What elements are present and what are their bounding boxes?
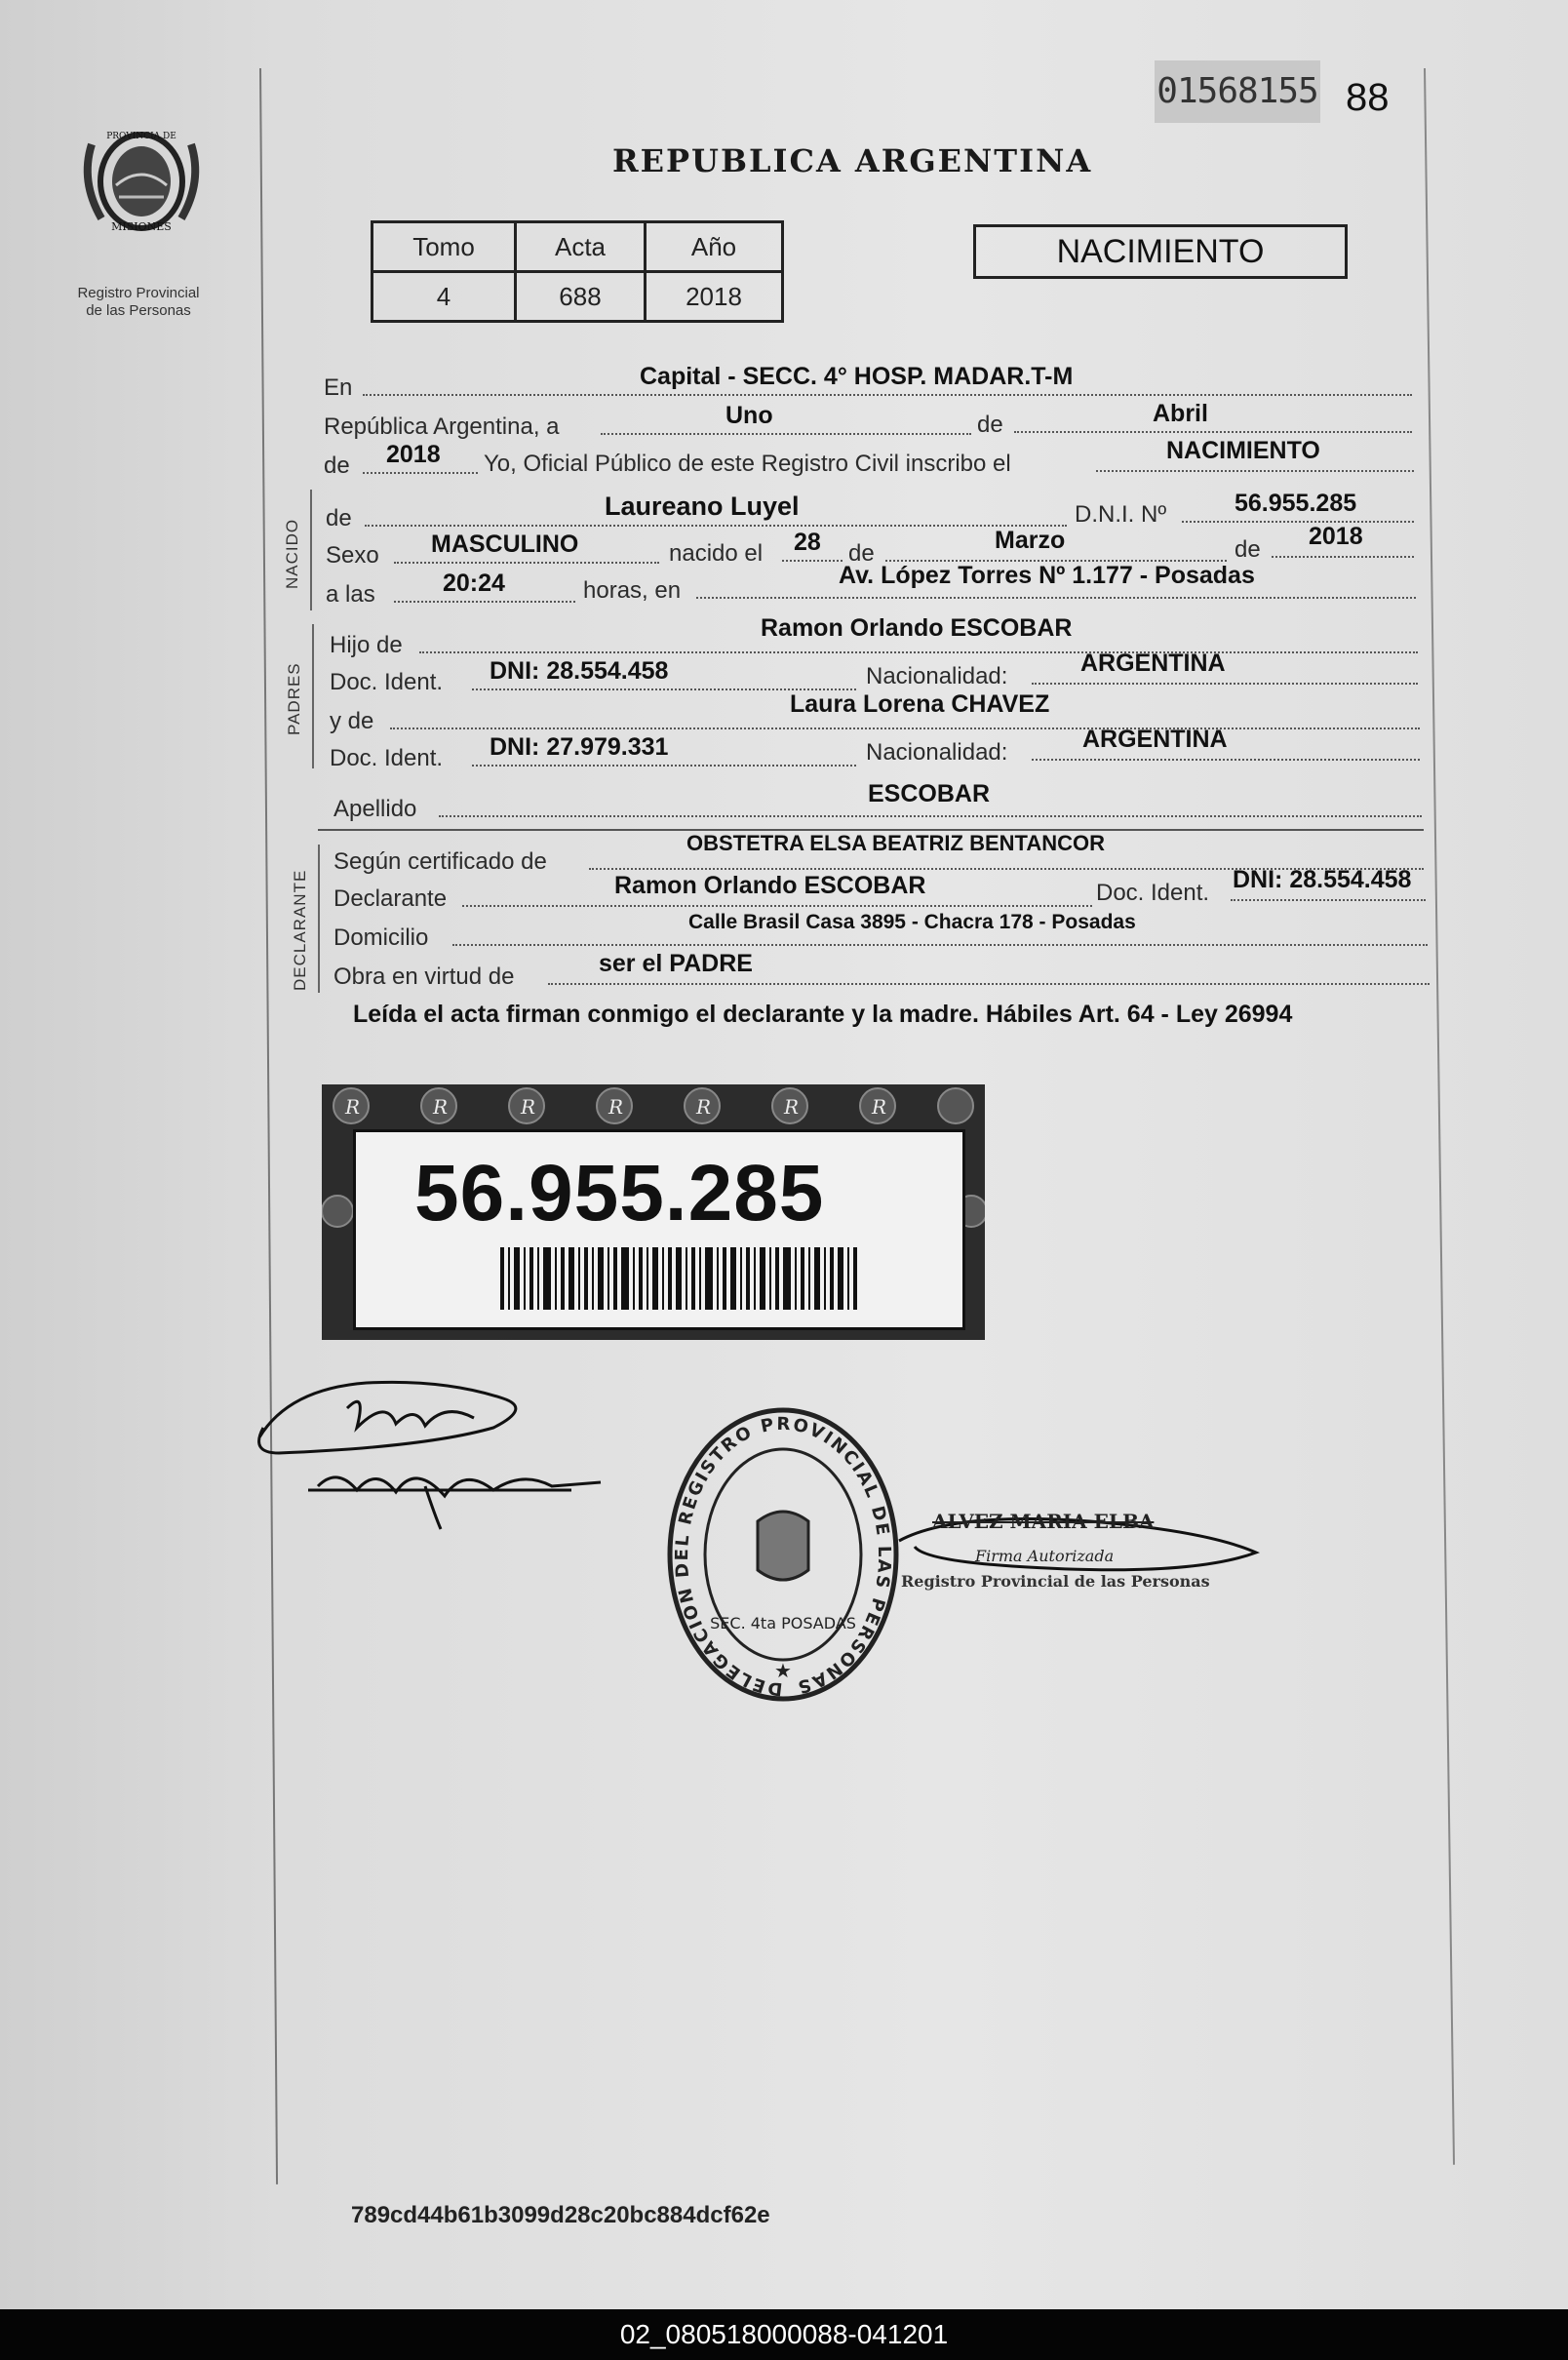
svg-text:R: R xyxy=(345,1095,361,1119)
crest-caption-line-2: de las Personas xyxy=(86,302,191,319)
padres-bar xyxy=(312,624,314,768)
svg-text:R: R xyxy=(784,1095,800,1119)
svg-text:MISIONES: MISIONES xyxy=(111,220,172,233)
registrar-statement: Yo, Oficial Público de este Registro Civil inscribo el xyxy=(484,451,1011,477)
y-de-label: y de xyxy=(330,708,374,734)
svg-text:R: R xyxy=(696,1095,712,1119)
barcode-icon xyxy=(500,1247,859,1310)
svg-text:PROVINCIA DE: PROVINCIA DE xyxy=(106,132,176,141)
apellido-dots xyxy=(439,815,1422,817)
province-crest-icon xyxy=(72,125,211,234)
registry-value-acta: 688 xyxy=(516,272,646,322)
registry-header-acta: Acta xyxy=(516,222,646,272)
closing-note: Leída el acta firman conmigo el declarante y la madre. Hábiles Art. 64 - Ley 26994 xyxy=(353,1001,1293,1028)
birth-place-dots xyxy=(696,597,1416,599)
authority-role: Firma Autorizada xyxy=(975,1547,1115,1565)
obra-dots xyxy=(548,983,1430,985)
father-doc-label: Doc. Ident. xyxy=(330,669,444,695)
cert-value: OBSTETRA ELSA BEATRIZ BENTANCOR xyxy=(686,831,1105,855)
declarante-doc-label: Doc. Ident. xyxy=(1096,880,1210,906)
father-dots xyxy=(419,651,1418,653)
obra-label: Obra en virtud de xyxy=(333,964,515,990)
record-type-box: NACIMIENTO xyxy=(973,224,1348,279)
apellido-value: ESCOBAR xyxy=(868,780,991,807)
svg-text:R: R xyxy=(521,1095,536,1119)
dni-label: D.N.I. Nº xyxy=(1075,501,1167,528)
country-prefix: República Argentina, a xyxy=(324,413,560,440)
father-name: Ramon Orlando ESCOBAR xyxy=(761,614,1073,642)
father-nat: ARGENTINA xyxy=(1080,649,1226,677)
svg-text:DELEGACION DEL REGISTRO PROVIN: DELEGACION DEL REGISTRO PROVINCIAL DE LAS PERSONAS xyxy=(671,1413,895,1700)
birth-day: 28 xyxy=(794,529,821,556)
svg-text:R: R xyxy=(608,1095,624,1119)
a-las-label: a las xyxy=(326,581,375,608)
child-dni: 56.955.285 xyxy=(1235,490,1357,517)
registry-header-tomo: Tomo xyxy=(372,222,516,272)
registry-table-header-row xyxy=(372,222,783,272)
act-dots xyxy=(1096,470,1414,472)
mother-nat: ARGENTINA xyxy=(1082,726,1228,753)
father-nat-dots xyxy=(1032,683,1418,685)
name-dots xyxy=(365,525,1067,527)
dni-sticker-number: 56.955.285 xyxy=(414,1149,825,1238)
folio-number: 88 xyxy=(1346,76,1390,119)
apellido-label: Apellido xyxy=(333,796,417,822)
mother-nat-dots xyxy=(1032,759,1420,761)
registry-table xyxy=(371,220,784,323)
svg-text:SEC. 4ta POSADAS: SEC. 4ta POSADAS xyxy=(710,1614,856,1632)
nacido-de-label: de xyxy=(326,505,352,531)
declarante-doc: DNI: 28.554.458 xyxy=(1233,866,1412,893)
place-dots xyxy=(363,394,1412,396)
mother-doc: DNI: 27.979.331 xyxy=(490,733,669,761)
year-dots xyxy=(363,472,478,474)
nacido-el-label: nacido el xyxy=(669,540,764,567)
month-value: Abril xyxy=(1153,400,1208,427)
act-value: NACIMIENTO xyxy=(1166,437,1320,464)
mother-nat-label: Nacionalidad: xyxy=(866,739,1008,766)
obra-value: ser el PADRE xyxy=(599,950,753,977)
serial-stamp: 01568155 xyxy=(1155,60,1320,123)
document-hash: 789cd44b61b3099d28c20bc884dcf62e xyxy=(351,2202,770,2228)
frame-right-line xyxy=(1424,68,1455,2165)
declarante-name: Ramon Orlando ESCOBAR xyxy=(614,872,926,899)
day-dots xyxy=(601,433,971,435)
authority-org: Registro Provincial de las Personas xyxy=(901,1572,1210,1591)
crest-caption-line-1: Registro Provincial xyxy=(77,285,200,301)
birth-year: 2018 xyxy=(1309,523,1363,550)
registry-value-tomo: 4 xyxy=(372,272,516,322)
padres-section-label: PADRES xyxy=(285,662,303,735)
dni-dots xyxy=(1182,521,1414,523)
svg-text:R: R xyxy=(872,1095,887,1119)
nacido-section-label: NACIDO xyxy=(283,518,301,589)
mother-doc-label: Doc. Ident. xyxy=(330,745,444,771)
cert-label: Según certificado de xyxy=(333,848,547,875)
child-name: Laureano Luyel xyxy=(605,492,800,521)
declarante-section-label: DECLARANTE xyxy=(291,869,309,991)
country-title: REPUBLICA ARGENTINA xyxy=(612,142,1093,179)
horas-label: horas, en xyxy=(583,577,682,604)
father-doc: DNI: 28.554.458 xyxy=(490,657,669,685)
de-label-1: de xyxy=(977,412,1003,438)
mother-name: Laura Lorena CHAVEZ xyxy=(790,690,1050,718)
declarant-signature-icon xyxy=(250,1369,610,1535)
registry-header-ano: Año xyxy=(646,222,783,272)
declarante-dots xyxy=(462,905,1092,907)
dni-sticker-inner xyxy=(353,1129,965,1330)
birth-year-dots xyxy=(1272,556,1414,558)
footer-code: 02_080518000088-041201 xyxy=(619,2319,949,2349)
de-label-3: de xyxy=(848,540,875,567)
authority-name: ALVEZ MARIA ELBA xyxy=(932,1510,1155,1533)
svg-text:R: R xyxy=(433,1095,449,1119)
sexo-label: Sexo xyxy=(326,542,379,569)
domicilio-dots xyxy=(452,944,1428,946)
time-dots xyxy=(394,601,575,603)
registry-table-value-row xyxy=(372,272,783,322)
registry-seal-icon xyxy=(665,1404,901,1705)
birth-time: 20:24 xyxy=(443,570,505,597)
en-label: En xyxy=(324,374,353,401)
day-value: Uno xyxy=(725,402,773,429)
declarante-bar xyxy=(318,845,320,993)
month-dots xyxy=(1014,431,1412,433)
mother-dots xyxy=(390,728,1420,729)
declarante-label: Declarante xyxy=(333,885,448,912)
dni-sticker xyxy=(322,1084,985,1340)
sexo-dots xyxy=(394,562,659,564)
domicilio-label: Domicilio xyxy=(333,924,429,951)
crest-caption xyxy=(51,285,226,320)
de-label-4: de xyxy=(1235,536,1261,563)
de-label-2: de xyxy=(324,452,350,479)
nacido-bar xyxy=(310,490,312,610)
hijo-de-label: Hijo de xyxy=(330,632,403,658)
domicilio-value: Calle Brasil Casa 3895 - Chacra 178 - Posadas xyxy=(688,911,1136,933)
birth-day-dots xyxy=(782,560,843,562)
place-value: Capital - SECC. 4° HOSP. MADAR.T-M xyxy=(640,363,1074,390)
birth-place: Av. López Torres Nº 1.177 - Posadas xyxy=(839,562,1255,589)
frame-left-line xyxy=(259,68,278,2184)
svg-text:★: ★ xyxy=(774,1661,792,1682)
sexo-value: MASCULINO xyxy=(431,531,579,558)
mother-doc-dots xyxy=(472,765,856,767)
year-value: 2018 xyxy=(386,441,441,468)
declarante-doc-dots xyxy=(1231,899,1426,901)
birth-month: Marzo xyxy=(995,527,1066,554)
father-nat-label: Nacionalidad: xyxy=(866,663,1008,689)
registry-value-ano: 2018 xyxy=(646,272,783,322)
